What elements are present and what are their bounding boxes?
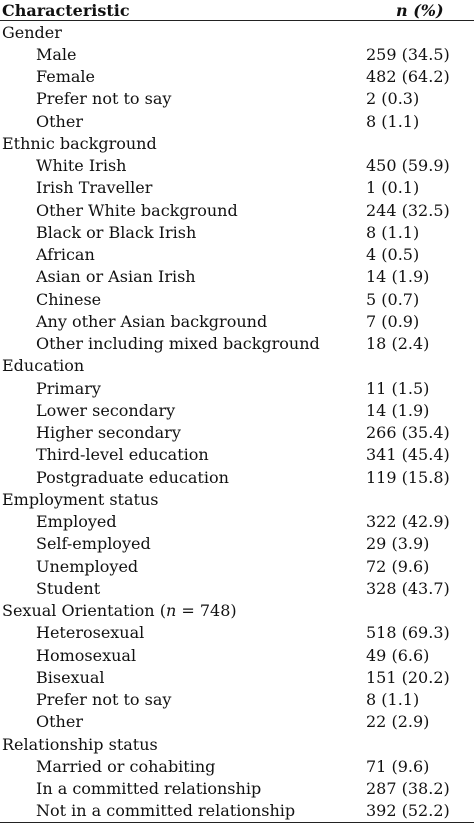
row-value: 392 (52.2) <box>366 801 450 821</box>
table-row <box>0 466 474 488</box>
row-label: Asian or Asian Irish <box>36 267 196 287</box>
row-label: Higher secondary <box>36 423 181 443</box>
row-value: 266 (35.4) <box>366 423 450 443</box>
table-row <box>0 422 474 444</box>
table-row <box>0 533 474 555</box>
row-label: Lower secondary <box>36 400 176 420</box>
table-row <box>0 644 474 666</box>
row-label: Female <box>36 67 95 87</box>
table-row <box>0 555 474 577</box>
table-row <box>0 377 474 399</box>
table-row <box>0 110 474 132</box>
row-value: 328 (43.7) <box>366 578 450 598</box>
row-label: Chinese <box>36 289 102 309</box>
table-row <box>0 221 474 243</box>
table-row <box>0 244 474 266</box>
row-value: 14 (1.9) <box>366 267 430 287</box>
table-row <box>0 800 474 822</box>
header-n-percent <box>364 1 472 20</box>
table-row <box>0 666 474 688</box>
row-label: Other <box>36 111 83 131</box>
table-row <box>0 333 474 355</box>
table-row <box>0 266 474 288</box>
row-value: 8 (1.1) <box>366 222 420 242</box>
table-row <box>0 711 474 733</box>
table-row <box>0 66 474 88</box>
row-label: Prefer not to say <box>36 690 172 710</box>
row-label: Unemployed <box>36 556 139 576</box>
row-value: 22 (2.9) <box>366 712 430 732</box>
row-value: 8 (1.1) <box>366 690 420 710</box>
category-row-relationship <box>0 733 474 755</box>
row-label: Student <box>36 578 101 598</box>
category-label: Gender <box>2 22 62 42</box>
row-label: Primary <box>36 378 101 398</box>
row-value: 2 (0.3) <box>366 89 420 109</box>
row-label: Male <box>36 44 77 64</box>
header-percent: (%) <box>413 0 444 20</box>
row-value: 1 (0.1) <box>366 178 420 198</box>
table-row <box>0 177 474 199</box>
category-label <box>0 601 474 620</box>
row-label: Employed <box>36 512 117 532</box>
row-label: Other White background <box>36 200 238 220</box>
category-row-ethnic <box>0 132 474 154</box>
row-value: 11 (1.5) <box>366 378 430 398</box>
row-value: 72 (9.6) <box>366 556 430 576</box>
category-label: Relationship status <box>2 734 158 754</box>
row-value: 8 (1.1) <box>366 111 420 131</box>
row-value: 244 (32.5) <box>366 200 450 220</box>
row-label: Heterosexual <box>36 623 145 643</box>
row-value: 518 (69.3) <box>366 623 450 643</box>
category-row-education <box>0 355 474 377</box>
table-row <box>0 88 474 110</box>
row-value: 482 (64.2) <box>366 67 450 87</box>
category-label-n: n <box>165 601 177 621</box>
row-label: Self-employed <box>36 534 151 554</box>
row-value: 287 (38.2) <box>366 779 450 799</box>
row-value: 259 (34.5) <box>366 44 450 64</box>
row-label: Irish Traveller <box>36 178 153 198</box>
row-label: Postgraduate education <box>36 467 229 487</box>
category-label-prefix: Sexual Orientation ( <box>2 601 166 621</box>
table-row <box>0 199 474 221</box>
row-value: 4 (0.5) <box>366 245 420 265</box>
table-header <box>0 0 474 20</box>
row-label: Black or Black Irish <box>36 222 197 242</box>
row-value: 119 (15.8) <box>366 467 450 487</box>
category-row-employment <box>0 488 474 510</box>
table-row <box>0 577 474 599</box>
row-value: 14 (1.9) <box>366 400 430 420</box>
table-row <box>0 622 474 644</box>
row-value: 49 (6.6) <box>366 645 430 665</box>
row-value: 341 (45.4) <box>366 445 450 465</box>
row-value: 5 (0.7) <box>366 289 420 309</box>
row-label: Married or cohabiting <box>36 756 216 776</box>
table-row <box>0 310 474 332</box>
row-value: 71 (9.6) <box>366 756 430 776</box>
table-row <box>0 778 474 800</box>
table-row <box>0 444 474 466</box>
table-row <box>0 755 474 777</box>
row-label: African <box>36 245 95 265</box>
row-label: Bisexual <box>36 667 105 687</box>
category-label: Employment status <box>2 489 159 509</box>
table-row <box>0 155 474 177</box>
category-row-sexual-orientation <box>0 600 474 622</box>
category-label-suffix: = 748) <box>176 601 237 621</box>
row-value: 7 (0.9) <box>366 311 420 331</box>
table-row <box>0 399 474 421</box>
row-label: Homosexual <box>36 645 137 665</box>
row-label: In a committed relationship <box>36 779 262 799</box>
header-characteristic: Characteristic <box>2 0 130 20</box>
row-value: 151 (20.2) <box>366 667 450 687</box>
table-row <box>0 689 474 711</box>
row-value: 322 (42.9) <box>366 512 450 532</box>
table-row <box>0 43 474 65</box>
table-row <box>0 511 474 533</box>
bottom-rule <box>0 822 474 823</box>
row-label: White Irish <box>36 156 127 176</box>
row-label: Third-level education <box>36 445 209 465</box>
row-label: Other <box>36 712 83 732</box>
row-value: 29 (3.9) <box>366 534 430 554</box>
row-label: Prefer not to say <box>36 89 172 109</box>
category-row-gender <box>0 21 474 43</box>
row-label: Other including mixed background <box>36 334 320 354</box>
row-label: Any other Asian background <box>36 311 268 331</box>
category-label: Education <box>2 356 85 376</box>
table-row <box>0 288 474 310</box>
category-label: Ethnic background <box>2 133 157 153</box>
header-n: n <box>396 0 408 20</box>
row-label: Not in a committed relationship <box>36 801 296 821</box>
row-value: 450 (59.9) <box>366 156 450 176</box>
row-value: 18 (2.4) <box>366 334 430 354</box>
